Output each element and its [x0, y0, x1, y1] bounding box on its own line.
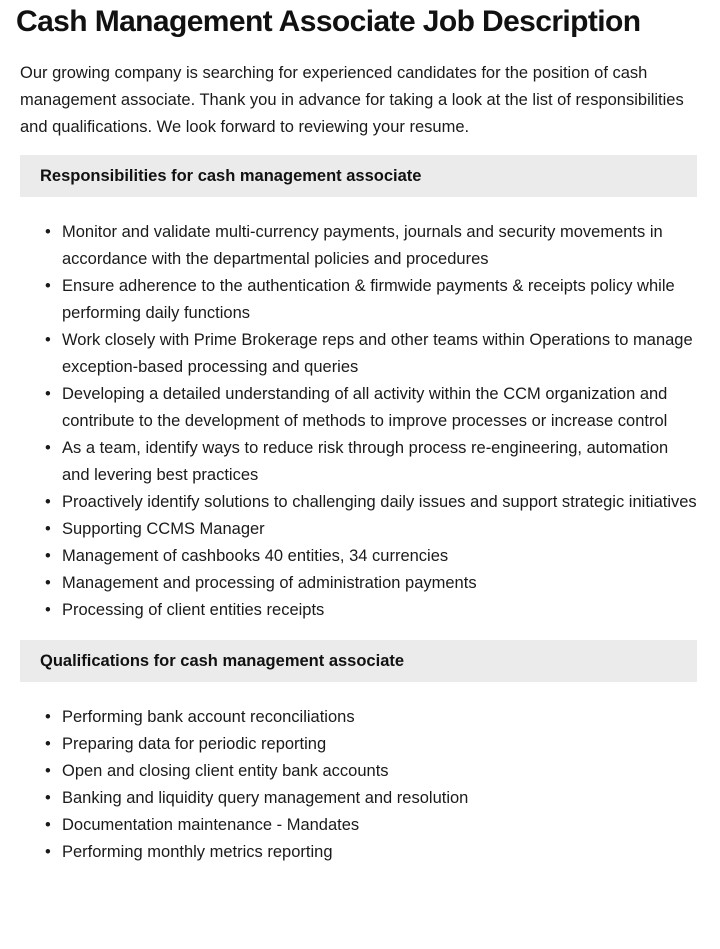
intro-paragraph: Our growing company is searching for experienced candidates for the position of cash management associate. Thank you in advance for taking a look at the list of responsibilities and qualifications. We look forward to reviewing your resume.: [20, 64, 684, 136]
list-item: • Performing monthly metrics reporting: [62, 839, 700, 866]
list-item: • Performing bank account reconciliations: [62, 704, 700, 731]
list-item: • Monitor and validate multi-currency payments, journals and security movements in accordance with the departmental policies and procedures: [62, 219, 700, 273]
qualifications-section: [20, 640, 720, 866]
list-item: • Preparing data for periodic reporting: [62, 731, 700, 758]
list-item: • Ensure adherence to the authentication & firmwide payments & receipts policy while performing daily functions: [62, 273, 700, 327]
list-item: • As a team, identify ways to reduce risk through process re-engineering, automation and levering best practices: [62, 435, 700, 489]
section-heading-responsibilities: Responsibilities for cash management associate: [20, 155, 697, 197]
list-item: • Supporting CCMS Manager: [62, 516, 700, 543]
list-item: • Management of cashbooks 40 entities, 34 currencies: [62, 543, 700, 570]
list-item: • Open and closing client entity bank accounts: [62, 758, 700, 785]
list-item: • Management and processing of administration payments: [62, 570, 700, 597]
section-heading-qualifications: Qualifications for cash management associate: [20, 640, 697, 682]
responsibilities-list: [20, 219, 700, 624]
list-item: • Processing of client entities receipts: [62, 597, 700, 624]
page-title: Cash Management Associate Job Description: [16, 5, 641, 38]
list-item: • Banking and liquidity query management and resolution: [62, 785, 700, 812]
list-item: • Work closely with Prime Brokerage reps and other teams within Operations to manage exception-based processing and queries: [62, 327, 700, 381]
list-item: • Proactively identify solutions to challenging daily issues and support strategic initiatives: [62, 489, 700, 516]
responsibilities-section: [20, 155, 720, 624]
qualifications-list: [20, 704, 700, 866]
list-item: • Documentation maintenance - Mandates: [62, 812, 700, 839]
list-item: • Developing a detailed understanding of all activity within the CCM organization and contribute to the development of methods to improve processes or increase control: [62, 381, 700, 435]
